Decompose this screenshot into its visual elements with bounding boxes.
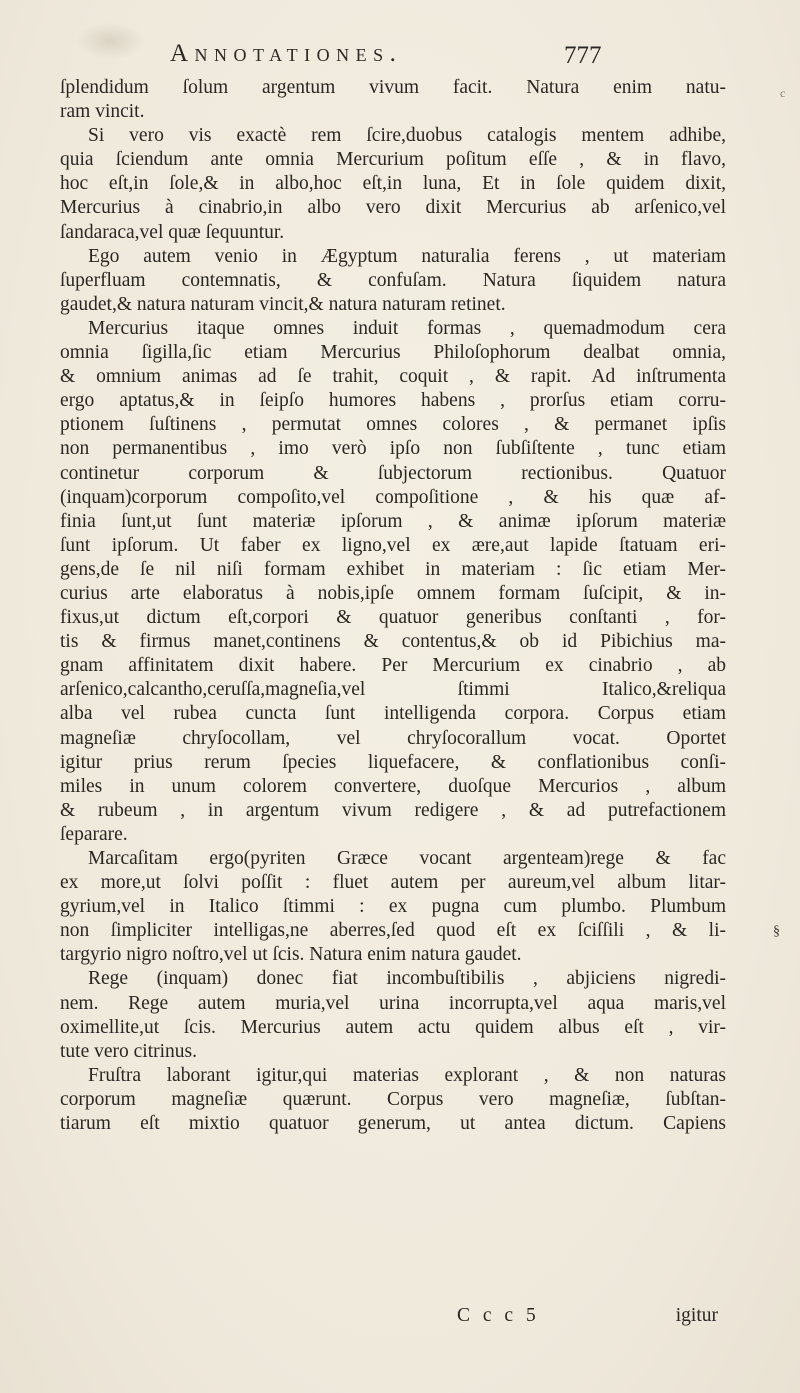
text-line: magneſiæ chryſocollam, vel chryſocorallum vocat. Oportet bbox=[60, 727, 726, 749]
text-line: corporum magneſiæ quærunt. Corpus vero magneſiæ, ſubſtan- bbox=[60, 1088, 726, 1110]
running-head bbox=[0, 40, 800, 74]
text-line: non ſimpliciter intelligas,ne aberres,ſed quod eſt ex ſciſſili , & li- bbox=[60, 920, 726, 942]
text-line: omnia ſigilla,ſic etiam Mercurius Philoſophorum dealbat omnia, bbox=[60, 342, 726, 364]
text-line: non permanentibus , imo verò ipſo non ſubſiſtente , tunc etiam bbox=[60, 438, 726, 460]
text-line: ex more,ut ſolvi poſſit : fluet autem per aureum,vel album litar- bbox=[60, 872, 726, 894]
text-line: quia ſciendum ante omnia Mercurium poſitum eſſe , & in flavo, bbox=[60, 149, 726, 171]
text-line: Fruſtra laborant igitur,qui materias explorant , & non naturas bbox=[88, 1064, 726, 1086]
text-line: miles in unum colorem convertere, duoſque Mercurios , album bbox=[60, 775, 726, 797]
margin-mark: c bbox=[780, 86, 786, 100]
page-number: 777 bbox=[564, 42, 602, 69]
text-line: gnam affinitatem dixit habere. Per Mercurium ex cinabrio , ab bbox=[60, 655, 726, 677]
margin-mark: § bbox=[773, 924, 780, 939]
text-line: ſuperfluam contemnatis, & confuſam. Natura ſiquidem natura bbox=[60, 269, 726, 291]
text-line: ram vincit. bbox=[60, 101, 145, 123]
text-line: gyrium,vel in Italico ſtimmi : ex pugna cum plumbo. Plumbum bbox=[60, 896, 726, 918]
text-line: oximellite,ut ſcis. Mercurius autem actu quidem albus eſt , vir- bbox=[60, 1016, 726, 1038]
text-line: & omnium animas ad ſe trahit, coquit , & rapit. Ad inſtrumenta bbox=[60, 366, 726, 388]
text-line: Rege (inquam) donec fiat incombuſtibilis , abjiciens nigredi- bbox=[88, 968, 726, 990]
text-line: ergo aptatus,& in ſeipſo humores habens , prorſus etiam corru- bbox=[60, 390, 726, 412]
text-line: Mercurius itaque omnes induit formas , quemadmodum cera bbox=[88, 317, 726, 339]
text-line: nem. Rege autem muria,vel urina incorrupta,vel aqua maris,vel bbox=[60, 992, 726, 1014]
text-line: (inquam)corporum compoſito,vel compoſitione , & his quæ af- bbox=[60, 486, 726, 508]
text-line: ſeparare. bbox=[60, 823, 128, 845]
text-line: tute vero citrinus. bbox=[60, 1040, 198, 1062]
text-line: finia ſunt,ut ſunt materiæ ipſorum , & animæ ipſorum materiæ bbox=[60, 510, 726, 532]
running-title: Annotationes. bbox=[170, 40, 403, 67]
text-line: Mercurius à cinabrio,in albo vero dixit Mercurius ab arſenico,vel bbox=[60, 197, 726, 219]
text-line: gens,de ſe nil niſi formam exhibet in materiam : ſic etiam Mer- bbox=[60, 558, 726, 580]
text-line: ſplendidum ſolum argentum vivum facit. Natura enim natu- bbox=[60, 77, 726, 98]
body-text bbox=[60, 76, 726, 1136]
text-line: fixus,ut dictum eſt,corpori & quatuor generibus conſtanti , for- bbox=[60, 607, 726, 629]
text-line: arſenico,calcantho,ceruſſa,magneſia,vel ſtimmi Italico,&reliqua bbox=[60, 679, 726, 701]
text-line: targyrio nigro noſtro,vel ut ſcis. Natura enim natura gaudet. bbox=[60, 944, 522, 966]
footer-row bbox=[60, 1305, 726, 1329]
text-line: tis & firmus manet,continens & contentus,& ob id Pibichius ma- bbox=[60, 631, 726, 653]
text-line: tiarum eſt mixtio quatuor generum, ut antea dictum. Capiens bbox=[60, 1113, 726, 1135]
text-line: hoc eſt,in ſole,& in albo,hoc eſt,in luna, Et in ſole quidem dixit, bbox=[60, 173, 726, 195]
catchword: igitur bbox=[675, 1305, 718, 1326]
signature-mark: C c c 5 bbox=[457, 1305, 540, 1326]
text-line: continetur corporum & ſubjectorum rectionibus. Quatuor bbox=[60, 462, 726, 484]
text-line: & rubeum , in argentum vivum redigere , & ad putrefactionem bbox=[60, 799, 726, 821]
text-line: ſunt ipſorum. Ut faber ex ligno,vel ex ære,aut lapide ſtatuam eri- bbox=[60, 534, 726, 556]
text-line: Marcaſitam ergo(pyriten Græce vocant argenteam)rege & fac bbox=[88, 848, 726, 869]
text-line: Si vero vis exactè rem ſcire,duobus catalogis mentem adhibe, bbox=[88, 125, 726, 147]
text-line: gaudet,& natura naturam vincit,& natura naturam retinet. bbox=[60, 293, 506, 315]
text-line: curius arte elaboratus à nobis,ipſe omnem formam ſuſcipit, & in- bbox=[60, 582, 726, 604]
text-line: ſandaraca,vel quæ ſequuntur. bbox=[60, 221, 285, 243]
text-line: alba vel rubea cuncta ſunt intelligenda corpora. Corpus etiam bbox=[60, 703, 726, 725]
text-line: igitur prius rerum ſpecies liquefacere, & conflationibus conſi- bbox=[60, 751, 726, 773]
text-line: ptionem ſuſtinens , permutat omnes colores , & permanet ipſis bbox=[60, 414, 726, 436]
text-line: Ego autem venio in Ægyptum naturalia ferens , ut materiam bbox=[88, 245, 726, 267]
